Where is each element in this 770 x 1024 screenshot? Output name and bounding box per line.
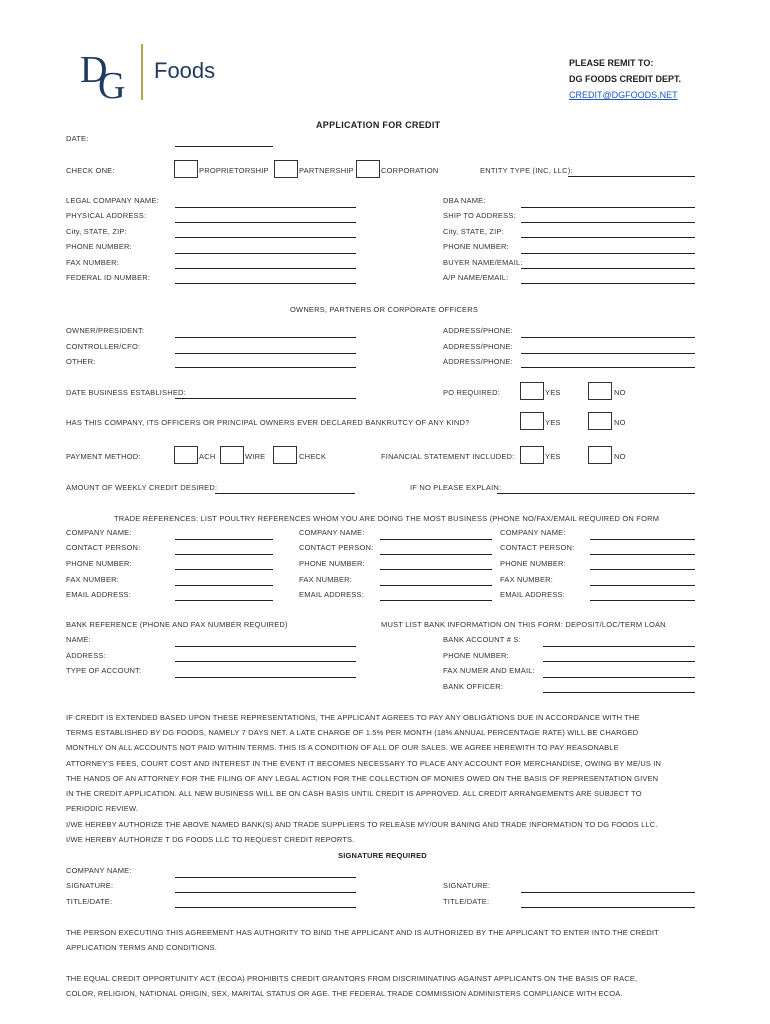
if-no-explain-label: IF NO PLEASE EXPLAIN: xyxy=(410,483,502,492)
if-no-explain-field[interactable] xyxy=(497,493,695,494)
dba-field[interactable] xyxy=(521,207,695,208)
ref3-fax-label: FAX NUMBER: xyxy=(500,575,554,584)
financial-yes-label: YES xyxy=(545,452,561,461)
ref1-email-label: EMAIL ADDRESS: xyxy=(66,590,132,599)
ship-to-field[interactable] xyxy=(521,222,695,223)
bank-officer-label: BANK OFFICER: xyxy=(443,682,504,691)
ref3-contact-field[interactable] xyxy=(590,554,695,555)
ref2-fax-label: FAX NUMBER: xyxy=(299,575,353,584)
ref2-company-field[interactable] xyxy=(380,539,492,540)
other-label: OTHER: xyxy=(66,357,96,366)
ref3-fax-field[interactable] xyxy=(590,585,695,586)
phone-field[interactable] xyxy=(175,253,356,254)
ref1-email-field[interactable] xyxy=(175,600,273,601)
corporation-label: CORPORATION xyxy=(381,166,439,175)
city-state-zip-field[interactable] xyxy=(175,237,356,238)
date-established-label: DATE BUSINESS ESTABLISHED: xyxy=(66,388,186,397)
ref3-email-label: EMAIL ADDRESS: xyxy=(500,590,566,599)
bankruptcy-no-checkbox[interactable] xyxy=(588,412,612,430)
bankruptcy-yes-label: YES xyxy=(545,418,561,427)
city-state-zip-label: City, STATE, ZIP: xyxy=(66,227,127,236)
date-field[interactable] xyxy=(175,146,273,147)
proprietorship-label: PROPRIETORSHIP xyxy=(199,166,269,175)
ref1-company-label: COMPANY NAME: xyxy=(66,528,132,537)
po-no-label: NO xyxy=(614,388,626,397)
federal-id-label: FEDERAL ID NUMBER: xyxy=(66,273,151,282)
weekly-credit-label: AMOUNT OF WEEKLY CREDIT DESIRED: xyxy=(66,483,218,492)
financial-yes-checkbox[interactable] xyxy=(520,446,544,464)
ref3-company-field[interactable] xyxy=(590,539,695,540)
dba-label: DBA NAME: xyxy=(443,196,486,205)
logo-divider xyxy=(141,44,143,100)
proprietorship-checkbox[interactable] xyxy=(174,160,198,178)
type-of-account-label: TYPE OF ACCOUNT: xyxy=(66,666,142,675)
ref3-company-label: COMPANY NAME: xyxy=(500,528,566,537)
bank-fax-email-label: FAX NUMER AND EMAIL: xyxy=(443,666,535,675)
ref2-email-label: EMAIL ADDRESS: xyxy=(299,590,365,599)
addr-phone-3-label: ADDRESS/PHONE: xyxy=(443,357,513,366)
ref1-fax-field[interactable] xyxy=(175,585,273,586)
check-checkbox[interactable] xyxy=(273,446,297,464)
po-required-label: PO REQUIRED: xyxy=(443,388,500,397)
ref2-phone-label: PHONE NUMBER: xyxy=(299,559,365,568)
authorize-line-2: I/WE HEREBY AUTHORIZE T DG FOODS LLC TO REQUEST CREDIT REPORTS. xyxy=(66,835,355,844)
dg-monogram-icon xyxy=(78,40,140,102)
sig2-title-date-field[interactable] xyxy=(521,907,695,908)
ref2-contact-field[interactable] xyxy=(380,554,492,555)
sig-company-label: COMPANY NAME: xyxy=(66,866,132,875)
addr-phone-1-label: ADDRESS/PHONE: xyxy=(443,326,513,335)
type-of-account-field[interactable] xyxy=(175,677,356,678)
check-one-label: CHECK ONE: xyxy=(66,166,115,175)
ref3-phone-field[interactable] xyxy=(590,569,695,570)
ref1-contact-field[interactable] xyxy=(175,554,273,555)
other-field[interactable] xyxy=(175,367,356,368)
city-state-zip2-label: City, STATE, ZIP: xyxy=(443,227,504,236)
owner-president-label: OWNER/PRESIDENT: xyxy=(66,326,145,335)
bank-phone-label: PHONE NUMBER: xyxy=(443,651,509,660)
payment-method-label: PAYMENT METHOD: xyxy=(66,452,141,461)
ref1-contact-label: CONTACT PERSON: xyxy=(66,543,141,552)
phone2-field[interactable] xyxy=(521,253,695,254)
sig2-title-date-label: TITLE/DATE: xyxy=(443,897,490,906)
check-label: CHECK xyxy=(299,452,327,461)
date-established-field[interactable] xyxy=(175,398,356,399)
sig-title-date-label: TITLE/DATE: xyxy=(66,897,113,906)
bankruptcy-yes-checkbox[interactable] xyxy=(520,412,544,430)
logo-word: Foods xyxy=(154,58,216,83)
sig-company-field[interactable] xyxy=(175,877,356,878)
remit-email-link[interactable]: CREDIT@DGFOODS.NET xyxy=(569,90,678,100)
trade-refs-header: TRADE REFERENCES: LIST POULTRY REFERENCES WHOM YOU ARE DOING THE MOST BUSINESS (PHONE NO/FAX/EMAIL REQUIRED ON FORM xyxy=(114,514,660,523)
ref1-company-field[interactable] xyxy=(175,539,273,540)
ref1-fax-label: FAX NUMBER: xyxy=(66,575,120,584)
bank-name-label: NAME: xyxy=(66,635,91,644)
phone2-label: PHONE NUMBER: xyxy=(443,242,509,251)
financial-no-label: NO xyxy=(614,452,626,461)
bank-ref-header: BANK REFERENCE (PHONE AND FAX NUMBER REQUIRED) xyxy=(66,620,288,629)
bank-info-header: MUST LIST BANK INFORMATION ON THIS FORM: DEPOSIT/LOC/TERM LOAN xyxy=(381,620,666,629)
bank-address-label: ADDRESS: xyxy=(66,651,106,660)
ap-label: A/P NAME/EMAIL: xyxy=(443,273,509,282)
ref1-phone-label: PHONE NUMBER: xyxy=(66,559,132,568)
bank-account-field[interactable] xyxy=(543,646,695,647)
terms-paragraph: IF CREDIT IS EXTENDED BASED UPON THESE REPRESENTATIONS, THE APPLICANT AGREES TO PAY ANY OBLIGATIONS DUE IN ACCORDANCE WITH THE TERMS ESTABLISHED BY DG FOODS, NAMELY 7 DAYS NET. A LATE CHARGE OF 1.5% PER MONTH (18% ANNUAL PERCENTAGE RATE) WILL BE CHARGED MONTHLY ON ALL ACCOUNTS NOT PAID WITHIN TERMS. THIS IS A CONDITION OF ALL OF OUR SALES. WE AGREE HEREWITH TO PAY REASONABLE ATTORNEY'S FEES, COURT COST AND INTEREST IN THE EVENT IT BECOMES NECESSARY TO PLACE ANY ACCOUNT FOR MERCHANDISE, OWING BY ME/US IN THE HANDS OF AN ATTORNEY FOR THE FILING OF ANY LEGAL ACTION FOR THE COLLECTION OF MONIES OWED ON THE BASIS OF REPRESENTATION GIVEN IN THE CREDIT APPLICATION. ALL NEW BUSINESS WILL BE ON CASH BASIS UNTIL CREDIT IS APPROVED. ALL CREDIT ARRANGEMENTS ARE SUBJECT TO PERIODIC REVIEW. xyxy=(66,713,662,814)
svg-text:G: G xyxy=(98,65,126,102)
executing-paragraph: THE PERSON EXECUTING THIS AGREEMENT HAS AUTHORITY TO BIND THE APPLICANT AND IS AUTHORIZED BY THE APPLICANT TO ENTER INTO THE CREDIT APPLICATION TERMS AND CONDITIONS. xyxy=(66,928,659,953)
addr-phone-2-field[interactable] xyxy=(521,353,695,354)
ref2-fax-field[interactable] xyxy=(380,585,492,586)
ach-checkbox[interactable] xyxy=(174,446,198,464)
signature-required-header: SIGNATURE REQUIRED xyxy=(338,851,427,860)
financial-statement-label: FINANCIAL STATEMENT INCLUDED: xyxy=(381,452,515,461)
ship-to-label: SHIP TO ADDRESS: xyxy=(443,211,516,220)
entity-type-label: ENTITY TYPE (INC, LLC): xyxy=(480,166,573,175)
weekly-credit-field[interactable] xyxy=(215,493,355,494)
logo xyxy=(78,40,238,102)
financial-no-checkbox[interactable] xyxy=(588,446,612,464)
wire-checkbox[interactable] xyxy=(220,446,244,464)
buyer-field[interactable] xyxy=(521,268,695,269)
bank-name-field[interactable] xyxy=(175,646,356,647)
physical-address-field[interactable] xyxy=(175,222,356,223)
phone-label: PHONE NUMBER: xyxy=(66,242,132,251)
physical-address-label: PHYSICAL ADDRESS: xyxy=(66,211,147,220)
po-no-checkbox[interactable] xyxy=(588,382,612,400)
bankruptcy-no-label: NO xyxy=(614,418,626,427)
form-title: APPLICATION FOR CREDIT xyxy=(316,120,441,130)
ap-field[interactable] xyxy=(521,283,695,284)
sig-title-date-field[interactable] xyxy=(175,907,356,908)
federal-id-field[interactable] xyxy=(175,283,356,284)
ref2-email-field[interactable] xyxy=(380,600,492,601)
ref3-phone-label: PHONE NUMBER: xyxy=(500,559,566,568)
bank-fax-email-field[interactable] xyxy=(543,677,695,678)
ref2-contact-label: CONTACT PERSON: xyxy=(299,543,374,552)
date-label: DATE: xyxy=(66,134,89,143)
ref2-phone-field[interactable] xyxy=(380,569,492,570)
fax-label: FAX NUMBER: xyxy=(66,258,120,267)
city-state-zip2-field[interactable] xyxy=(521,237,695,238)
po-yes-checkbox[interactable] xyxy=(520,382,544,400)
addr-phone-1-field[interactable] xyxy=(521,337,695,338)
sig2-signature-field[interactable] xyxy=(521,892,695,893)
remit-line-1: PLEASE REMIT TO: xyxy=(569,58,654,68)
legal-name-field[interactable] xyxy=(175,207,356,208)
corporation-checkbox[interactable] xyxy=(356,160,380,178)
sig2-signature-label: SIGNATURE: xyxy=(443,881,491,890)
addr-phone-2-label: ADDRESS/PHONE: xyxy=(443,342,513,351)
fax-field[interactable] xyxy=(175,268,356,269)
sig-signature-label: SIGNATURE: xyxy=(66,881,114,890)
bankruptcy-label: HAS THIS COMPANY, ITS OFFICERS OR PRINCIPAL OWNERS EVER DECLARED BANKRUTCY OF ANY KIND? xyxy=(66,418,470,427)
bank-account-label: BANK ACCOUNT # S: xyxy=(443,635,521,644)
buyer-label: BUYER NAME/EMAIL: xyxy=(443,258,523,267)
ref1-phone-field[interactable] xyxy=(175,569,273,570)
po-yes-label: YES xyxy=(545,388,561,397)
ref3-email-field[interactable] xyxy=(590,600,695,601)
sig-signature-field[interactable] xyxy=(175,892,356,893)
ref3-contact-label: CONTACT PERSON: xyxy=(500,543,575,552)
wire-label: WIRE xyxy=(245,452,266,461)
authorize-line-1: I/WE HEREBY AUTHORIZE THE ABOVE NAMED BANK(S) AND TRADE SUPPLIERS TO RELEASE MY/OUR BANING AND TRADE INFORMATION TO DG FOODS LLC. xyxy=(66,820,658,829)
ref2-company-label: COMPANY NAME: xyxy=(299,528,365,537)
addr-phone-3-field[interactable] xyxy=(521,367,695,368)
partnership-label: PARTNERSHIP xyxy=(299,166,354,175)
controller-field[interactable] xyxy=(175,353,356,354)
bank-phone-field[interactable] xyxy=(543,661,695,662)
ach-label: ACH xyxy=(199,452,216,461)
svg-text:D: D xyxy=(80,49,108,91)
remit-line-2: DG FOODS CREDIT DEPT. xyxy=(569,74,682,84)
partnership-checkbox[interactable] xyxy=(274,160,298,178)
entity-type-field[interactable] xyxy=(568,176,695,177)
owners-header: OWNERS, PARTNERS OR CORPORATE OFFICERS xyxy=(290,305,479,314)
ecoa-paragraph: THE EQUAL CREDIT OPPORTUNITY ACT (ECOA) PROHIBITS CREDIT GRANTORS FROM DISCRIMINATING AGAINST APPLICANTS ON THE BASIS OF RACE, COLOR, RELIGION, NATIONAL ORIGIN, SEX, MARITAL STATUS OR AGE. THE FEDERAL TRADE COMMISSION ADMINISTERS COMPLIANCE WITH ECOA. xyxy=(66,974,638,999)
bank-officer-field[interactable] xyxy=(543,692,695,693)
owner-president-field[interactable] xyxy=(175,337,356,338)
bank-address-field[interactable] xyxy=(175,661,356,662)
controller-label: CONTROLLER/CFO: xyxy=(66,342,141,351)
legal-name-label: LEGAL COMPANY NAME: xyxy=(66,196,159,205)
